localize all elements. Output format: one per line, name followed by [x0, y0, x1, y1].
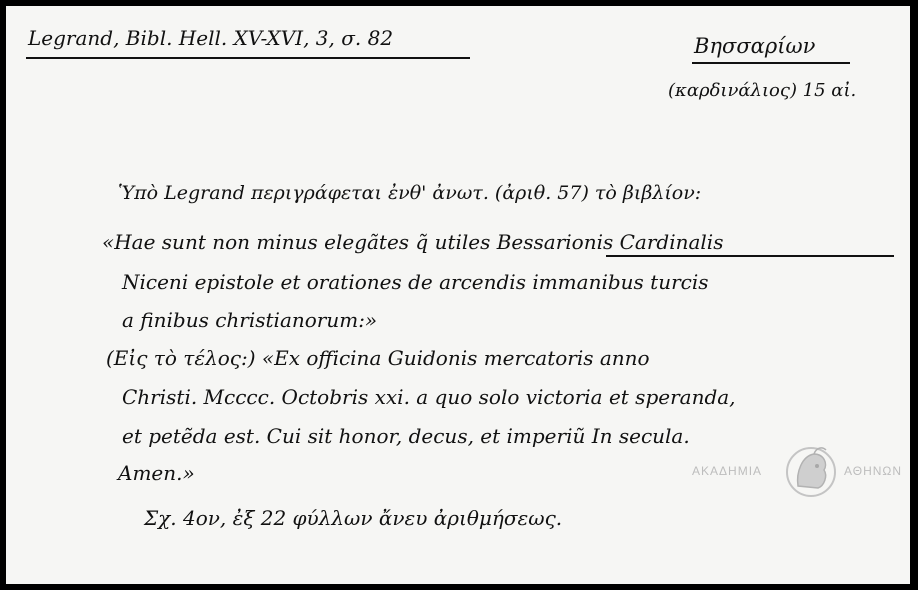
watermark-left: ΑΚΑΔΗΜΙΑ [692, 464, 763, 478]
author-note: (καρδινάλιος) 15 αἰ. [668, 80, 857, 101]
watermark-right: ΑΘΗΝΩΝ [844, 464, 903, 478]
body-line: Amen.» [118, 461, 195, 485]
citation-underline [26, 57, 470, 59]
catalog-card [6, 6, 910, 584]
footer-line: Σχ. 4ον, ἐξ 22 φύλλων ἄνευ ἀριθμήσεως. [144, 506, 563, 530]
athena-seal-icon [784, 442, 838, 502]
intro-line: Ὑπὸ Legrand περιγράφεται ἐνθ' ἀνωτ. (ἀριθ. 57) τὸ βιβλίον: [118, 182, 702, 204]
author-underline [692, 62, 850, 64]
title-underline [606, 255, 894, 257]
citation: Legrand, Bibl. Hell. XV-XVI, 3, σ. 82 [28, 26, 394, 50]
author-name: Βησσαρίων [694, 34, 816, 58]
body-line: Niceni epistole et orationes de arcendis immanibus turcis [122, 270, 709, 294]
body-line: a finibus christianorum:» [122, 308, 378, 332]
body-line: et petẽda est. Cui sit honor, decus, et imperiũ In secula. [122, 424, 690, 448]
body-line: Christi. Mcccc. Octobris xxi. a quo solo victoria et speranda, [122, 385, 736, 409]
body-line: «Hae sunt non minus elegãtes q̃ utiles Bessarionis Cardinalis [102, 230, 724, 254]
body-line: (Εἰς τὸ τέλος:) «Ex officina Guidonis mercatoris anno [106, 346, 650, 370]
